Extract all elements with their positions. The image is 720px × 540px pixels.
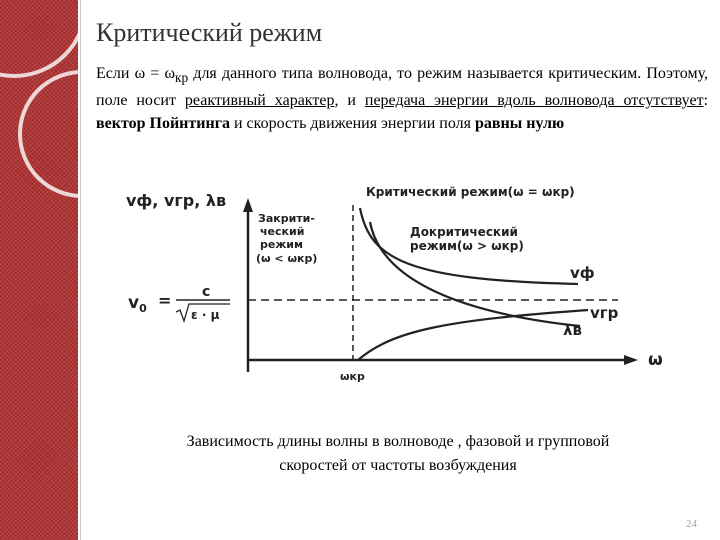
curve-group-velocity	[358, 310, 588, 360]
omega-symbol: ω	[134, 65, 146, 82]
y-axis-label: vф, vгр, λв	[126, 191, 227, 210]
v0-subscript: 0	[139, 302, 147, 315]
critical-mode-label: Критический режим(ω = ωкр)	[366, 185, 575, 199]
v0-lhs	[128, 293, 147, 315]
sidebar-divider	[80, 0, 81, 540]
above-critical-label: режим(ω > ωкр)	[410, 239, 524, 253]
below-critical-label: ческий	[260, 225, 305, 238]
v0-symbol: v	[128, 293, 140, 313]
decorative-ring	[0, 0, 78, 78]
v0-numerator: c	[202, 284, 211, 300]
body-paragraph	[96, 62, 708, 135]
text-run: Если	[96, 65, 130, 82]
below-critical-label: (ω < ωкр)	[256, 252, 318, 265]
decorative-sidebar	[0, 0, 78, 540]
slide-title: Критический режим	[96, 18, 323, 47]
bold-text: равны нулю	[474, 115, 565, 133]
above-critical-label: Докритический	[410, 225, 518, 239]
figure-caption	[96, 430, 700, 478]
caption-line: скоростей от частоты возбуждения	[279, 457, 517, 474]
text-run: =	[145, 65, 165, 82]
page-number: 24	[686, 518, 697, 530]
bold-text: вектор Пойнтинга	[96, 115, 230, 133]
text-run: для данного типа волновода, то режим называется критическим. Поэтому, поле носит	[96, 65, 708, 110]
x-axis-arrow	[624, 355, 638, 365]
below-critical-label: Закрити-	[258, 212, 315, 225]
y-axis-arrow	[243, 198, 253, 212]
below-critical-label: режим	[260, 238, 303, 251]
x-axis-label: ω	[648, 350, 663, 370]
text-run: :	[703, 92, 709, 110]
decorative-ring	[18, 70, 78, 198]
phase-velocity-label: vф	[570, 264, 595, 282]
v0-equals: =	[158, 291, 172, 310]
omega-symbol: ω	[164, 65, 175, 82]
underlined-text: реактивный характер	[184, 92, 335, 110]
omega-kr-label: ωкр	[340, 370, 365, 383]
group-velocity-label: vгр	[590, 304, 619, 322]
v0-denominator: ε · μ	[191, 308, 220, 322]
text-run: , и	[334, 92, 365, 110]
waveguide-dispersion-diagram	[118, 180, 678, 390]
wavelength-label: λв	[563, 321, 582, 339]
underlined-text: передача энергии вдоль волновода отсутствует	[364, 92, 704, 110]
text-run: и скорость движения энергии поля	[229, 115, 475, 133]
subscript-kr: кр	[175, 70, 189, 86]
caption-line: Зависимость длины волны в волноводе , фазовой и групповой	[186, 433, 610, 450]
